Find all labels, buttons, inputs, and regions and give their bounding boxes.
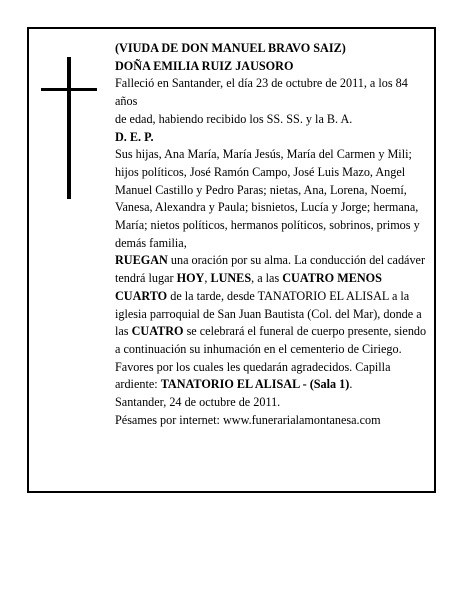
request-text-4: se celebrará el funeral de cuerpo presente, siendo a continuación su inhumación en el cementerio de Ciriego. Favores por los cuales les quedarán agradecidos. Capilla ardiente:	[115, 324, 427, 392]
death-statement: Falleció en Santander, el día 23 de octubre de 2011, a los 84 años	[115, 76, 408, 109]
funeral-request	[115, 252, 429, 394]
condolences-line: Pésames por internet: www.funerarialamontanesa.com	[115, 412, 381, 427]
sacraments-line: de edad, habiendo recibido los SS. SS. y la B. A.	[115, 111, 353, 126]
procession-time: CUATRO MENOS CUARTO	[115, 271, 382, 303]
request-text-3: de la tarde, desde TANATORIO EL ALISAL a la iglesia parroquial de San Juan Bautista (Col. del Mar), donde a las	[115, 288, 422, 339]
family-list: Sus hijas, Ana María, María Jesús, María del Carmen y Mili; hijos políticos, José Ramón Campo, José Luis Mazo, Angel Manuel Castillo y Pedro Paras; nietas, Ana, Lorena, Noemí, Vanesa, Alexandra y Paula; bisnietos, Lucía y Jorge; hermana, María; nietos políticos, hermanos políticos, sobrinos, primos y demás familia,	[115, 147, 420, 250]
deceased-name: DOÑA EMILIA RUIZ JAUSORO	[115, 58, 294, 73]
ruegan-word: RUEGAN	[115, 253, 168, 268]
cross-icon	[41, 57, 97, 199]
rip-line: D. E. P.	[115, 129, 154, 144]
widow-line: (VIUDA DE DON MANUEL BRAVO SAIZ)	[115, 41, 346, 55]
funeral-time: CUATRO	[131, 324, 184, 339]
request-text-1: una oración por su alma. La conducción del cadáver tendrá lugar	[115, 253, 426, 286]
chapel-name: TANATORIO EL ALISAL - (Sala 1)	[160, 377, 350, 392]
request-comma: ,	[204, 271, 211, 286]
lunes-word: LUNES	[210, 271, 252, 286]
date-line: Santander, 24 de octubre de 2011.	[115, 395, 281, 410]
request-text-2: , a las	[251, 271, 283, 286]
obituary-notice	[27, 27, 436, 493]
hoy-word: HOY	[176, 271, 205, 286]
cross-vertical-bar	[67, 57, 71, 199]
obituary-text	[115, 40, 429, 429]
request-period: .	[349, 377, 353, 392]
cross-horizontal-bar	[41, 88, 97, 91]
